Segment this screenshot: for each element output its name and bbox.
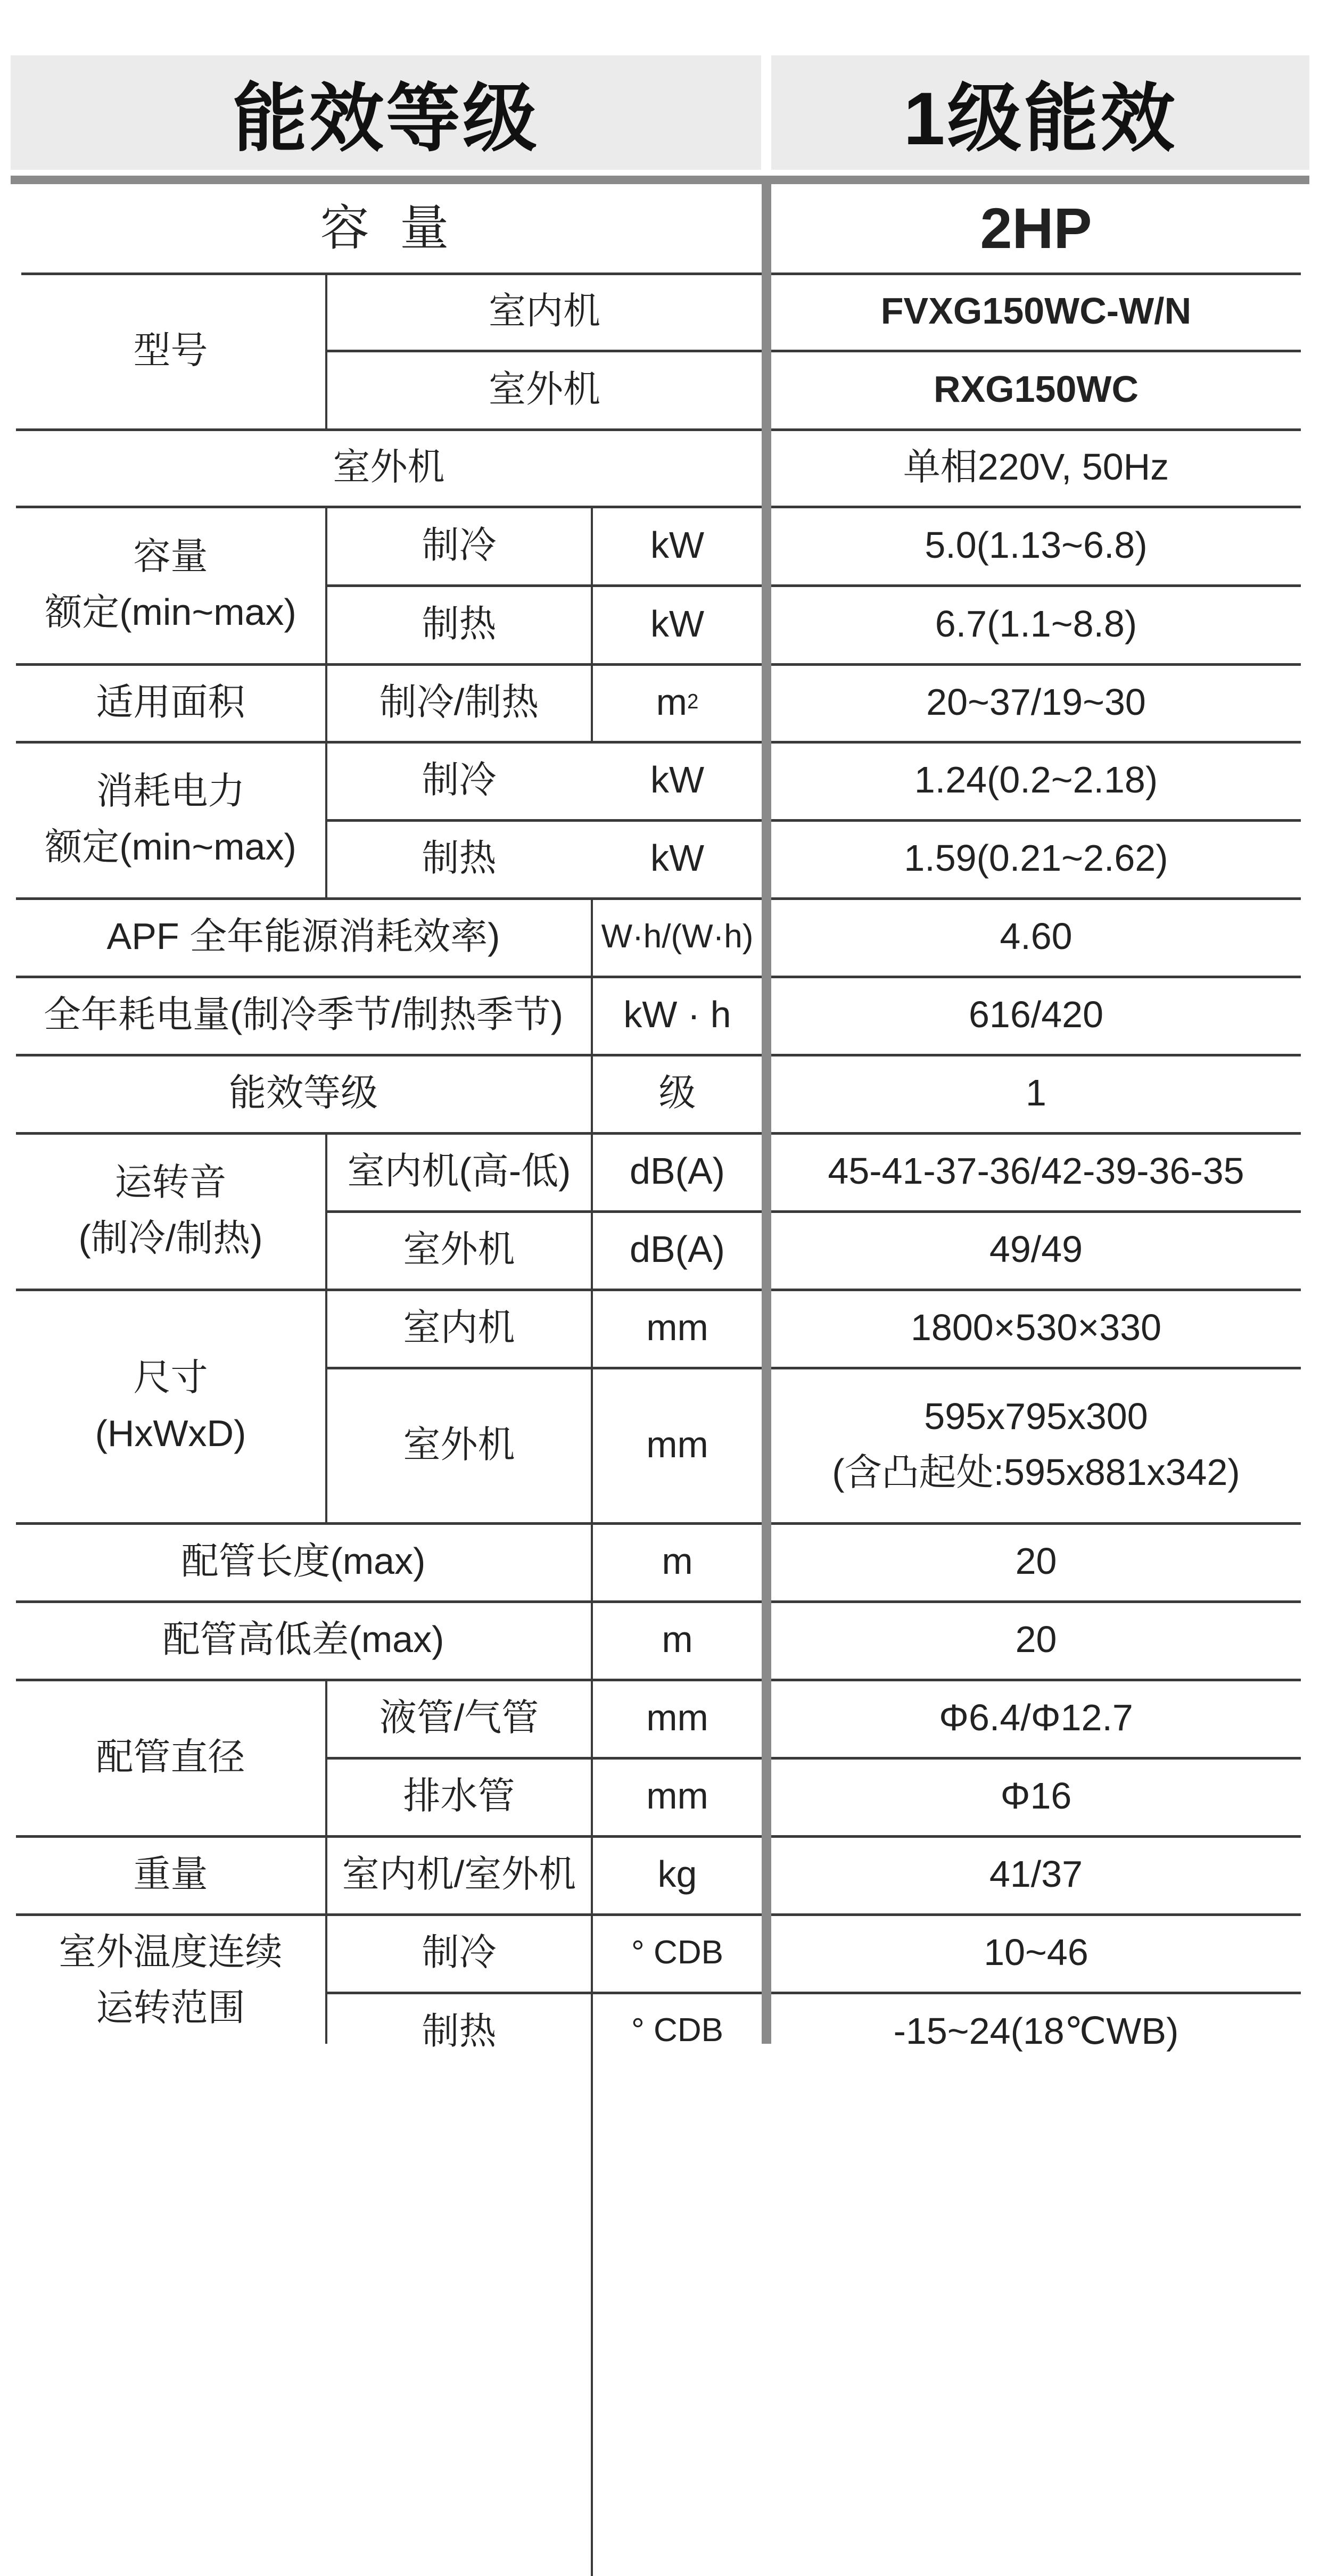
dimensions-outdoor-value (771, 1367, 1301, 1522)
dimensions-indoor-value: 1800×530×330 (910, 1307, 1162, 1348)
power-consumption-heat-unit: kW (650, 837, 705, 879)
noise-indoor-unit: dB(A) (630, 1150, 725, 1192)
model-outdoor-value: RXG150WC (933, 368, 1139, 410)
noise-outdoor-label: 室外机 (403, 1228, 515, 1270)
header-left-title: 能效等级 (11, 55, 761, 170)
capacity-label: 容 量 (320, 201, 458, 255)
outdoor-temp-cool-unit: ° CDB (631, 1934, 723, 1971)
rated-capacity-heat-value: 6.7(1.1~8.8) (935, 602, 1137, 645)
pipe-diameter-liquid-unit: mm (646, 1697, 708, 1738)
weight-unit: kg (657, 1853, 697, 1895)
dimensions-indoor-unit: mm (646, 1307, 708, 1348)
outdoor-temp-cool-value: 10~46 (984, 1931, 1088, 1973)
capacity-value: 2HP (980, 196, 1092, 260)
area-unit-base: m (656, 681, 687, 723)
outdoor-temp-range-label-line2: 运转范围 (96, 1987, 245, 2028)
noise-indoor-label: 室内机(高-低) (347, 1150, 571, 1192)
header-divider (11, 176, 1309, 184)
pipe-length-label: 配管长度(max) (181, 1540, 426, 1582)
model-label: 型号 (133, 329, 208, 371)
outdoor-temp-heat-value: -15~24(18℃WB) (893, 2010, 1179, 2052)
apf-unit: W·h/(W·h) (601, 918, 754, 955)
pipe-diameter-liquid-value: Φ6.4/Φ12.7 (939, 1697, 1133, 1738)
outdoor-temp-range-label (16, 1913, 325, 2044)
apf-value: 4.60 (1000, 915, 1072, 957)
noise-label-line2: (制冷/制热) (78, 1217, 263, 1259)
area-value: 20~37/19~30 (926, 681, 1146, 723)
power-supply-value: 单相220V, 50Hz (903, 446, 1169, 488)
pipe-diameter-drain-unit: mm (646, 1775, 708, 1817)
annual-power-label: 全年耗电量(制冷季节/制热季节) (43, 994, 564, 1035)
pipe-diameter-drain-label: 排水管 (403, 1775, 515, 1817)
dimensions-label-line2: (HxWxD) (95, 1412, 246, 1454)
power-supply-label: 室外机 (333, 446, 445, 488)
dimensions-outdoor-value-line1: 595x795x300 (924, 1396, 1148, 1437)
rated-capacity-cool-value: 5.0(1.13~6.8) (925, 524, 1148, 566)
power-consumption-heat-label: 制热 (422, 837, 497, 879)
noise-indoor-value: 45-41-37-36/42-39-36-35 (828, 1150, 1244, 1192)
rated-capacity-label (16, 506, 325, 663)
noise-label (16, 1132, 325, 1289)
pipe-height-unit: m (662, 1619, 693, 1660)
power-consumption-label-line2: 额定(min~max) (45, 826, 296, 868)
rated-capacity-cool-unit: kW (650, 524, 705, 566)
pipe-diameter-label: 配管直径 (96, 1736, 245, 1778)
power-consumption-cool-label: 制冷 (422, 759, 497, 800)
rated-capacity-label-line2: 额定(min~max) (45, 591, 296, 633)
efficiency-grade-label: 能效等级 (229, 1072, 378, 1113)
power-consumption-label-line1: 消耗电力 (96, 770, 245, 812)
pipe-height-label: 配管高低差(max) (162, 1619, 444, 1660)
dimensions-outdoor-unit: mm (646, 1423, 708, 1465)
noise-label-line1: 运转音 (114, 1161, 227, 1203)
area-unit: m 2 (593, 663, 762, 741)
rated-capacity-label-line1: 容量 (133, 535, 208, 577)
weight-value: 41/37 (989, 1853, 1083, 1895)
pipe-length-value: 20 (1015, 1540, 1057, 1582)
power-consumption-cool-value: 1.24(0.2~2.18) (914, 759, 1158, 800)
power-consumption-cool-unit: kW (650, 759, 705, 800)
rated-capacity-heat-unit: kW (650, 602, 705, 645)
dimensions-indoor-label: 室内机 (403, 1307, 515, 1348)
rated-capacity-heat-label: 制热 (422, 602, 497, 645)
dimensions-label-line1: 尺寸 (133, 1356, 208, 1398)
annual-power-unit: kW · h (623, 994, 731, 1035)
noise-outdoor-unit: dB(A) (630, 1228, 725, 1270)
noise-outdoor-value: 49/49 (989, 1228, 1083, 1270)
pipe-length-unit: m (662, 1540, 693, 1582)
weight-label: 重量 (133, 1853, 208, 1895)
efficiency-grade-value: 1 (1026, 1072, 1046, 1113)
header-right-title: 1级能效 (771, 55, 1309, 170)
power-consumption-label (16, 741, 325, 897)
dimensions-label (16, 1289, 325, 1522)
model-indoor-value: FVXG150WC-W/N (880, 290, 1192, 332)
dimensions-outdoor-value-line2: (含凸起处:595x881x342) (832, 1451, 1240, 1493)
pipe-diameter-liquid-label: 液管/气管 (379, 1697, 539, 1738)
apf-label: APF 全年能源消耗效率) (106, 915, 500, 957)
annual-power-value: 616/420 (968, 994, 1104, 1035)
rated-capacity-cool-label: 制冷 (422, 524, 497, 566)
outdoor-temp-range-label-line1: 室外温度连续 (59, 1931, 283, 1972)
pipe-height-value: 20 (1015, 1619, 1057, 1660)
area-label: 适用面积 (96, 681, 245, 723)
pipe-diameter-drain-value: Φ16 (1000, 1775, 1072, 1817)
dimensions-outdoor-label: 室外机 (403, 1423, 515, 1465)
model-outdoor-label: 室外机 (489, 368, 600, 410)
model-indoor-label: 室内机 (489, 290, 600, 332)
outdoor-temp-heat-unit: ° CDB (631, 2012, 723, 2049)
area-mode: 制冷/制热 (379, 681, 539, 723)
efficiency-grade-unit: 级 (658, 1072, 696, 1113)
weight-sub: 室内机/室外机 (342, 1853, 576, 1895)
column-separator (762, 184, 771, 2044)
power-consumption-heat-value: 1.59(0.21~2.62) (904, 837, 1168, 879)
outdoor-temp-cool-label: 制冷 (422, 1931, 497, 1973)
outdoor-temp-heat-label: 制热 (422, 2010, 497, 2052)
